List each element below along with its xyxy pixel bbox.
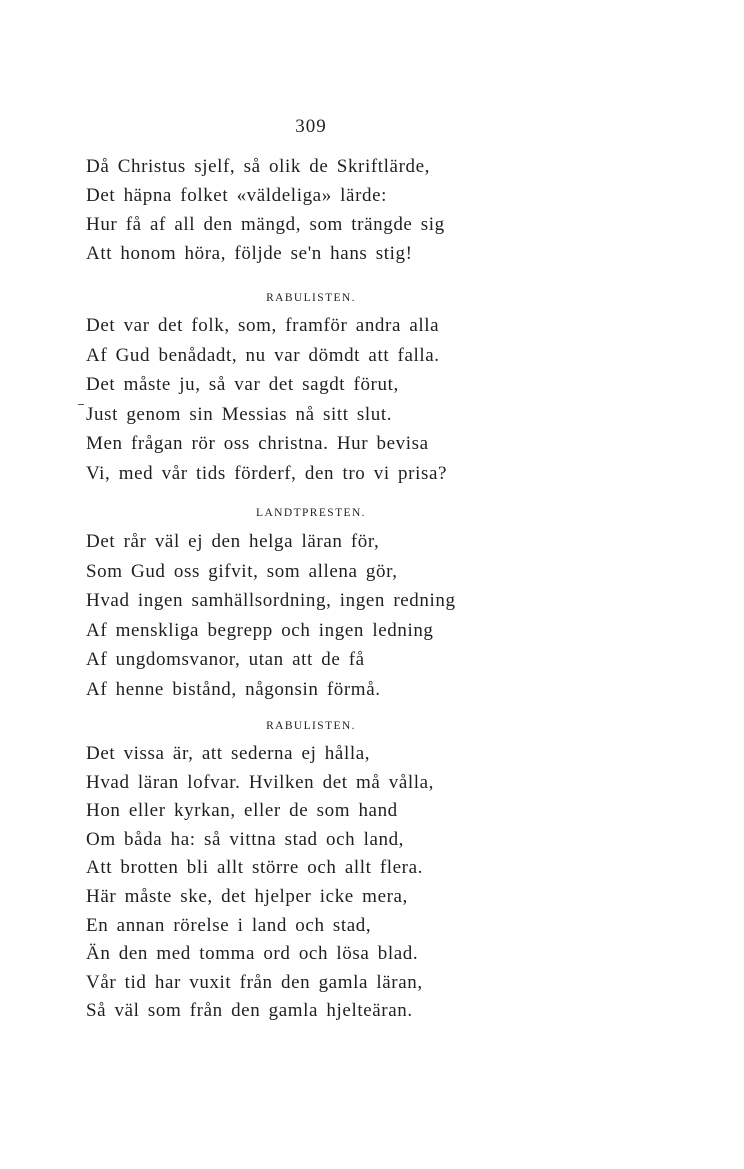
verse-line: Af ungdomsvanor, utan att de få (86, 649, 365, 671)
verse-line: Än den med tomma ord och lösa blad. (86, 943, 419, 965)
verse-line: Af Gud benådadt, nu var dömdt att falla. (86, 344, 440, 366)
stanza-2 (86, 311, 466, 488)
stanza-3 (86, 527, 466, 705)
stanza-1 (86, 152, 466, 268)
verse-line: Hur få af all den mängd, som trängde sig (86, 214, 445, 235)
verse-line: Här måste ske, det hjelper icke mera, (86, 885, 408, 907)
verse-line: Af henne bistånd, någonsin förmå. (86, 678, 381, 700)
verse-line: Vi, med vår tids förderf, den tro vi prisa? (86, 462, 448, 484)
verse-line: Just genom sin Messias nå sitt slut. (86, 403, 393, 425)
verse-line: Det rår väl ej den helga läran för, (86, 531, 380, 552)
speaker-heading: RABULISTEN. (266, 292, 356, 304)
page-number: 309 (295, 116, 327, 137)
verse-line: Det vissa är, att sederna ej hålla, (86, 743, 371, 764)
verse-line: Det var det folk, som, framför andra alla (86, 315, 440, 336)
verse-line: Hon eller kyrkan, eller de som hand (86, 800, 398, 822)
margin-mark (78, 404, 84, 405)
verse-line: Så väl som från den gamla hjelteäran. (86, 1000, 413, 1022)
verse-line: Om båda ha: så vittna stad och land, (86, 828, 405, 850)
verse-line: Men frågan rör oss christna. Hur bevisa (86, 433, 429, 454)
speaker-heading: RABULISTEN. (266, 720, 356, 732)
verse-line: Det måste ju, så var det sagdt förut, (86, 374, 399, 395)
verse-line: Af menskliga begrepp och ingen ledning (86, 619, 434, 641)
speaker-heading: LANDTPRESTEN. (256, 507, 366, 519)
verse-line: Hvad ingen samhällsordning, ingen redning (86, 590, 456, 612)
verse-line: Som Gud oss gifvit, som allena gör, (86, 560, 398, 582)
verse-line: Hvad läran lofvar. Hvilken det må vålla, (86, 771, 435, 793)
verse-line: Att brotten bli allt större och allt flera. (86, 857, 423, 879)
stanza-4 (86, 740, 466, 1026)
verse-line: En annan rörelse i land och stad, (86, 914, 372, 936)
verse-line: Att honom höra, följde se'n hans stig! (86, 243, 413, 264)
verse-line: Då Christus sjelf, så olik de Skriftlärde, (86, 156, 430, 177)
verse-line: Det häpna folket «väldeliga» lärde: (86, 185, 388, 206)
verse-line: Vår tid har vuxit från den gamla läran, (86, 971, 423, 993)
